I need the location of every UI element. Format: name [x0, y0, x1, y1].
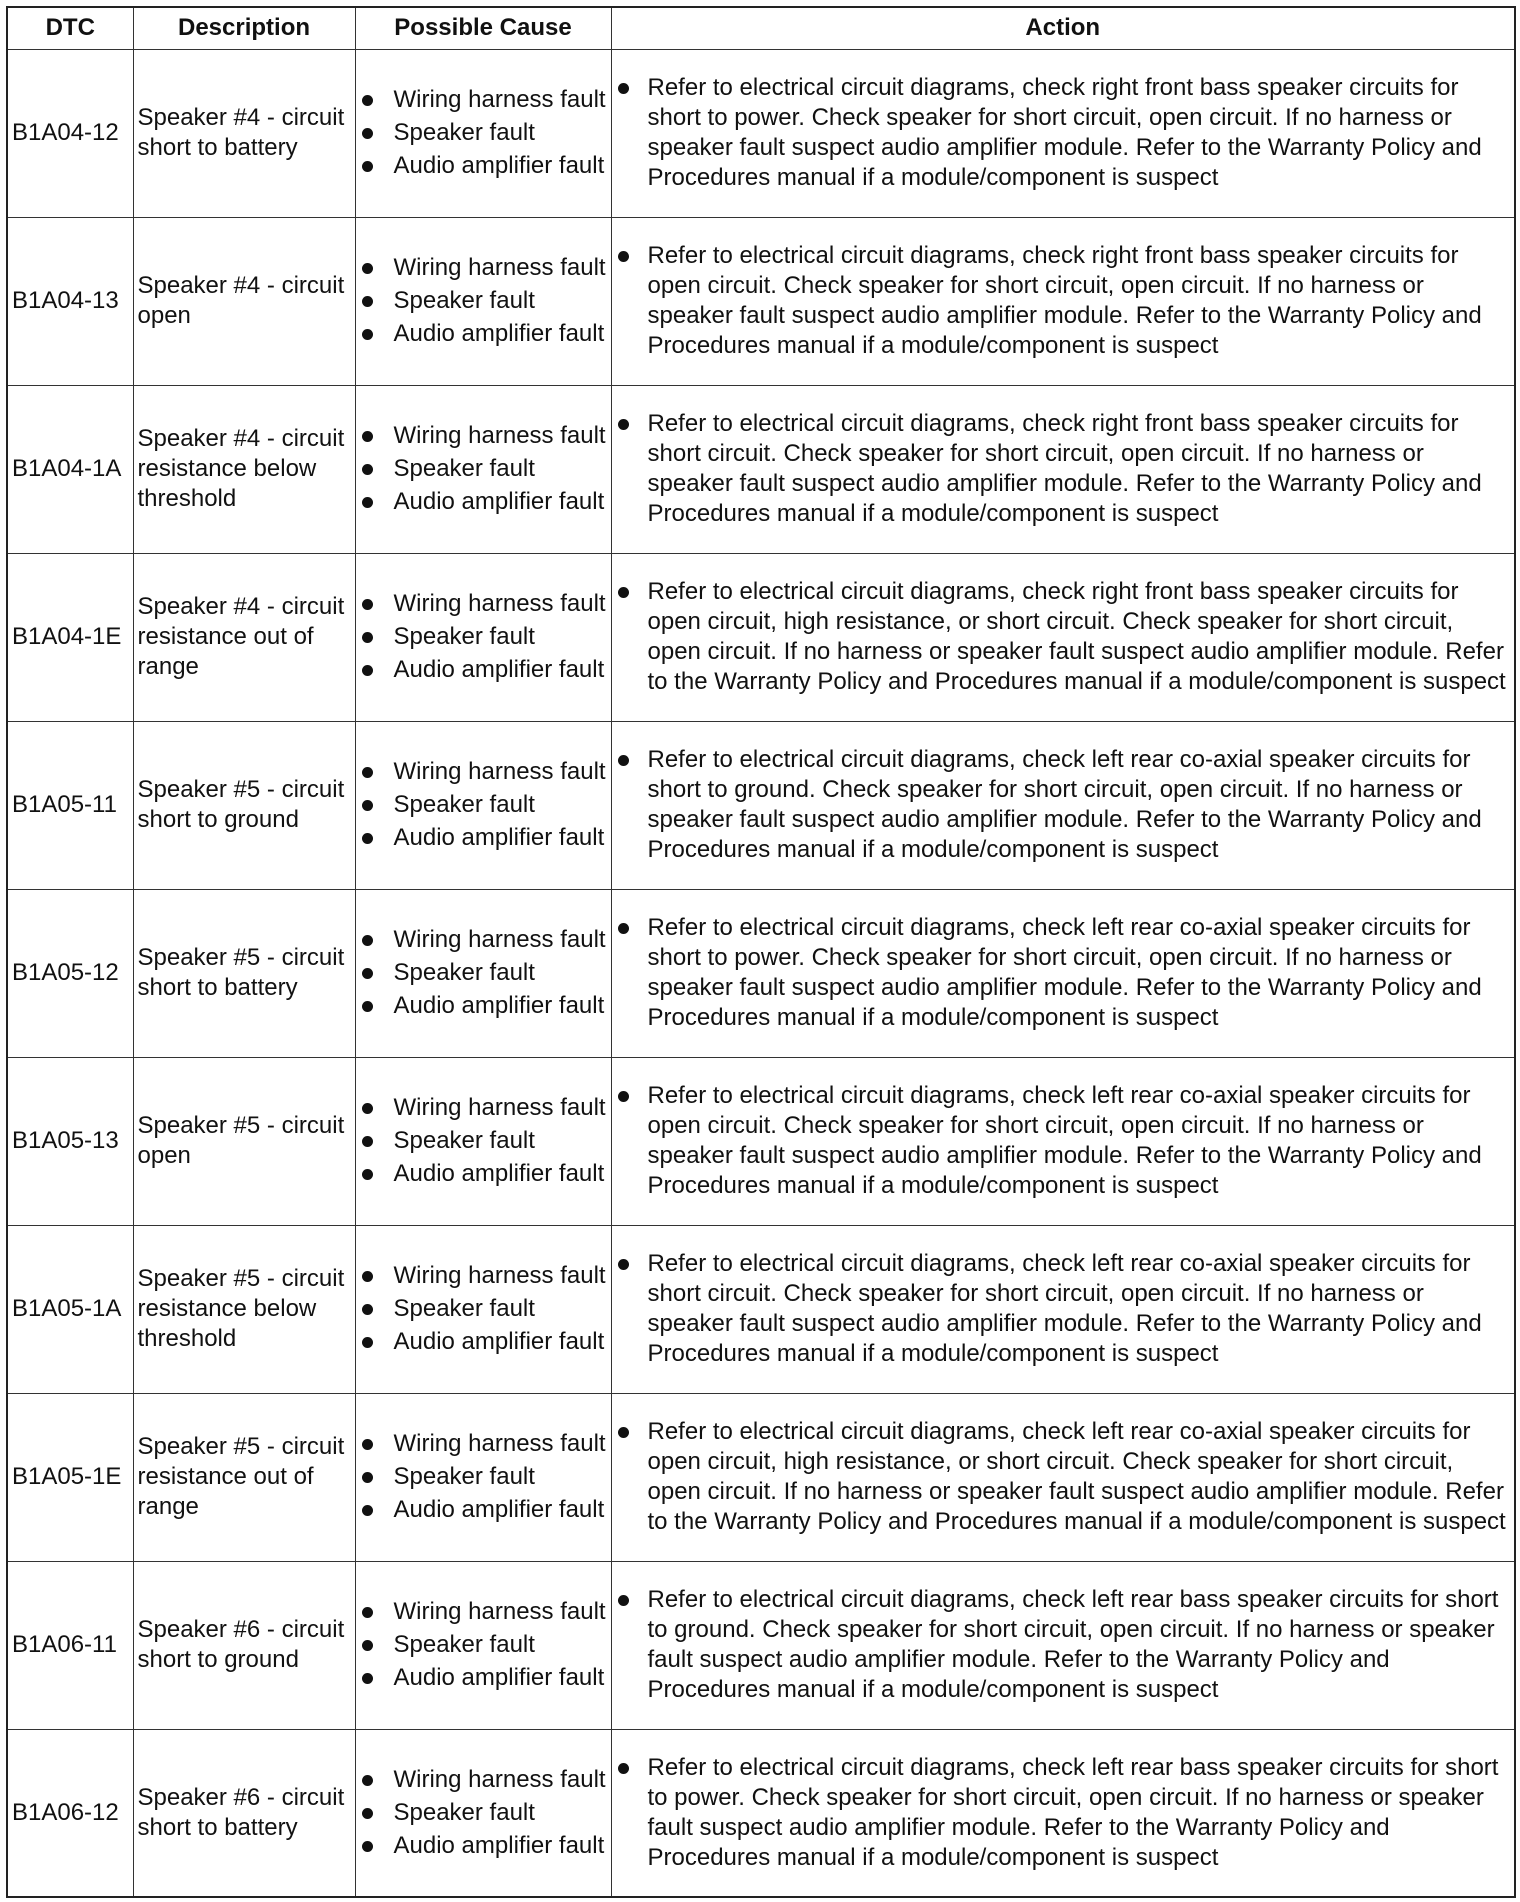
bullet-icon	[618, 1091, 629, 1102]
possible-cause-item	[360, 253, 607, 283]
action-item	[616, 1585, 1511, 1705]
possible-cause-item	[360, 1495, 607, 1525]
possible-cause-item	[360, 823, 607, 853]
possible-cause-cell	[355, 721, 611, 889]
possible-cause-cell	[355, 385, 611, 553]
action-item	[616, 913, 1511, 1033]
possible-cause-item	[360, 589, 607, 619]
table-row	[7, 385, 1515, 553]
bullet-icon	[618, 1763, 629, 1774]
possible-cause-item	[360, 1831, 607, 1861]
table-row	[7, 553, 1515, 721]
possible-cause-item	[360, 319, 607, 349]
table-row	[7, 889, 1515, 1057]
table-row	[7, 1393, 1515, 1561]
action-text: Refer to electrical circuit diagrams, check left rear co-axial speaker circuits for open circuit, high resistance, or short circuit. Check speaker for short circuit, open circuit. If no harness or speaker fault suspect audio amplifier module. Refer to the Warranty Policy and Procedures manual if a module/component is suspect	[647, 1418, 1506, 1535]
possible-cause-item	[360, 991, 607, 1021]
bullet-icon	[618, 1427, 629, 1438]
header-description: Description	[133, 7, 355, 49]
action-item	[616, 577, 1511, 697]
action-text: Refer to electrical circuit diagrams, check left rear bass speaker circuits for short to ground. Check speaker for short circuit, open circuit. If no harness or speaker fault suspect audio amplifier module. Refer to the Warranty Policy and Procedures manual if a module/component is suspect	[647, 1586, 1499, 1703]
bullet-icon	[362, 1001, 373, 1012]
possible-cause-cell	[355, 1393, 611, 1561]
possible-cause-cell	[355, 553, 611, 721]
possible-cause-item	[360, 1126, 607, 1156]
possible-cause-list	[360, 925, 607, 1021]
bullet-icon	[618, 251, 629, 262]
possible-cause-item	[360, 118, 607, 148]
dtc-code: B1A05-12	[7, 889, 133, 1057]
table-row	[7, 1561, 1515, 1729]
bullet-icon	[362, 935, 373, 946]
possible-cause-list	[360, 1093, 607, 1189]
action-list	[616, 577, 1511, 697]
bullet-icon	[362, 95, 373, 106]
bullet-icon	[362, 1673, 373, 1684]
bullet-icon	[362, 464, 373, 475]
bullet-icon	[618, 1595, 629, 1606]
bullet-icon	[362, 497, 373, 508]
bullet-icon	[362, 1136, 373, 1147]
possible-cause-item	[360, 1798, 607, 1828]
possible-cause-text: Wiring harness fault	[393, 254, 606, 281]
possible-cause-cell	[355, 1729, 611, 1897]
possible-cause-cell	[355, 889, 611, 1057]
action-cell	[611, 1057, 1515, 1225]
possible-cause-text: Speaker fault	[393, 959, 535, 986]
possible-cause-cell	[355, 1057, 611, 1225]
table-row	[7, 721, 1515, 889]
possible-cause-cell	[355, 1225, 611, 1393]
action-list	[616, 73, 1511, 193]
bullet-icon	[362, 632, 373, 643]
dtc-description: Speaker #6 - circuit short to ground	[133, 1561, 355, 1729]
possible-cause-text: Audio amplifier fault	[393, 320, 605, 347]
possible-cause-list	[360, 757, 607, 853]
possible-cause-text: Speaker fault	[393, 623, 535, 650]
action-cell	[611, 553, 1515, 721]
table-row	[7, 1057, 1515, 1225]
action-cell	[611, 1393, 1515, 1561]
action-cell	[611, 1225, 1515, 1393]
action-item	[616, 241, 1511, 361]
header-dtc: DTC	[7, 7, 133, 49]
dtc-code: B1A05-11	[7, 721, 133, 889]
possible-cause-item	[360, 1597, 607, 1627]
dtc-code: B1A04-13	[7, 217, 133, 385]
possible-cause-item	[360, 1765, 607, 1795]
possible-cause-text: Audio amplifier fault	[393, 488, 605, 515]
dtc-description: Speaker #4 - circuit resistance out of range	[133, 553, 355, 721]
possible-cause-item	[360, 421, 607, 451]
dtc-description: Speaker #5 - circuit resistance below threshold	[133, 1225, 355, 1393]
possible-cause-text: Wiring harness fault	[393, 422, 606, 449]
bullet-icon	[362, 128, 373, 139]
bullet-icon	[618, 587, 629, 598]
bullet-icon	[362, 1169, 373, 1180]
action-list	[616, 913, 1511, 1033]
action-item	[616, 1753, 1511, 1873]
possible-cause-item	[360, 958, 607, 988]
bullet-icon	[362, 968, 373, 979]
action-text: Refer to electrical circuit diagrams, check left rear co-axial speaker circuits for short to ground. Check speaker for short circuit, open circuit. If no harness or speaker fault suspect audio amplifier module. Refer to the Warranty Policy and Procedures manual if a module/component is suspect	[647, 746, 1482, 863]
table-row	[7, 217, 1515, 385]
action-cell	[611, 889, 1515, 1057]
header-possible-cause: Possible Cause	[355, 7, 611, 49]
action-item	[616, 1249, 1511, 1369]
bullet-icon	[618, 755, 629, 766]
possible-cause-item	[360, 925, 607, 955]
possible-cause-list	[360, 1597, 607, 1693]
possible-cause-text: Speaker fault	[393, 119, 535, 146]
possible-cause-text: Audio amplifier fault	[393, 1496, 605, 1523]
bullet-icon	[362, 599, 373, 610]
bullet-icon	[362, 296, 373, 307]
dtc-table	[6, 6, 1516, 1898]
dtc-description: Speaker #5 - circuit short to battery	[133, 889, 355, 1057]
action-text: Refer to electrical circuit diagrams, check left rear co-axial speaker circuits for open circuit. Check speaker for short circuit, open circuit. If no harness or speaker fault suspect audio amplifier module. Refer to the Warranty Policy and Procedures manual if a module/component is suspect	[647, 1082, 1482, 1199]
possible-cause-item	[360, 1462, 607, 1492]
possible-cause-text: Audio amplifier fault	[393, 152, 605, 179]
possible-cause-text: Audio amplifier fault	[393, 1831, 605, 1859]
bullet-icon	[362, 1640, 373, 1651]
possible-cause-text: Speaker fault	[393, 1295, 535, 1322]
bullet-icon	[362, 1103, 373, 1114]
possible-cause-text: Wiring harness fault	[393, 1094, 606, 1121]
bullet-icon	[362, 1439, 373, 1450]
possible-cause-item	[360, 1159, 607, 1189]
possible-cause-item	[360, 1327, 607, 1357]
possible-cause-text: Audio amplifier fault	[393, 656, 605, 683]
possible-cause-item	[360, 655, 607, 685]
possible-cause-text: Wiring harness fault	[393, 86, 606, 113]
possible-cause-item	[360, 85, 607, 115]
possible-cause-item	[360, 151, 607, 181]
dtc-code: B1A04-1E	[7, 553, 133, 721]
dtc-description: Speaker #5 - circuit open	[133, 1057, 355, 1225]
dtc-description: Speaker #5 - circuit resistance out of range	[133, 1393, 355, 1561]
possible-cause-text: Wiring harness fault	[393, 758, 606, 785]
bullet-icon	[362, 431, 373, 442]
table-row	[7, 1225, 1515, 1393]
action-list	[616, 1585, 1511, 1705]
possible-cause-text: Wiring harness fault	[393, 1430, 606, 1457]
action-text: Refer to electrical circuit diagrams, check left rear co-axial speaker circuits for short to power. Check speaker for short circuit, open circuit. If no harness or speaker fault suspect audio amplifier module. Refer to the Warranty Policy and Procedures manual if a module/component is suspect	[647, 914, 1482, 1031]
dtc-code: B1A05-1E	[7, 1393, 133, 1561]
action-item	[616, 1417, 1511, 1537]
possible-cause-item	[360, 454, 607, 484]
action-text: Refer to electrical circuit diagrams, check right front bass speaker circuits for short circuit. Check speaker for short circuit, open circuit. If no harness or speaker fault suspect audio amplifier module. Refer to the Warranty Policy and Procedures manual if a module/component is suspect	[647, 410, 1482, 527]
bullet-icon	[618, 1259, 629, 1270]
bullet-icon	[618, 83, 629, 94]
action-list	[616, 1753, 1511, 1873]
possible-cause-item	[360, 622, 607, 652]
bullet-icon	[362, 1472, 373, 1483]
bullet-icon	[362, 800, 373, 811]
possible-cause-text: Speaker fault	[393, 1127, 535, 1154]
possible-cause-item	[360, 286, 607, 316]
dtc-code: B1A05-13	[7, 1057, 133, 1225]
bullet-icon	[362, 1775, 373, 1786]
bullet-icon	[362, 833, 373, 844]
bullet-icon	[362, 767, 373, 778]
dtc-code: B1A05-1A	[7, 1225, 133, 1393]
possible-cause-list	[360, 421, 607, 517]
possible-cause-item	[360, 757, 607, 787]
possible-cause-list	[360, 85, 607, 181]
possible-cause-item	[360, 1294, 607, 1324]
dtc-description: Speaker #4 - circuit resistance below threshold	[133, 385, 355, 553]
bullet-icon	[618, 923, 629, 934]
bullet-icon	[362, 1607, 373, 1618]
action-cell	[611, 385, 1515, 553]
dtc-code: B1A04-12	[7, 49, 133, 217]
bullet-icon	[362, 665, 373, 676]
action-list	[616, 745, 1511, 865]
bullet-icon	[362, 1505, 373, 1516]
action-item	[616, 409, 1511, 529]
dtc-description: Speaker #6 - circuit short to battery	[133, 1729, 355, 1897]
possible-cause-item	[360, 1093, 607, 1123]
dtc-description: Speaker #4 - circuit open	[133, 217, 355, 385]
header-action: Action	[611, 7, 1515, 49]
bullet-icon	[362, 1304, 373, 1315]
possible-cause-text: Speaker fault	[393, 791, 535, 818]
possible-cause-item	[360, 1429, 607, 1459]
possible-cause-text: Speaker fault	[393, 1631, 535, 1658]
possible-cause-text: Wiring harness fault	[393, 590, 606, 617]
possible-cause-text: Audio amplifier fault	[393, 1160, 605, 1187]
action-text: Refer to electrical circuit diagrams, check left rear bass speaker circuits for short to power. Check speaker for short circuit, open circuit. If no harness or speaker fault suspect audio amplifier module. Refer to the Warranty Policy and Procedures manual if a module/component is suspect	[647, 1753, 1499, 1871]
action-item	[616, 73, 1511, 193]
possible-cause-text: Audio amplifier fault	[393, 824, 605, 851]
possible-cause-list	[360, 1261, 607, 1357]
action-cell	[611, 1561, 1515, 1729]
possible-cause-cell	[355, 217, 611, 385]
possible-cause-text: Speaker fault	[393, 1798, 535, 1826]
action-text: Refer to electrical circuit diagrams, check right front bass speaker circuits for open circuit, high resistance, or short circuit. Check speaker for short circuit, open circuit. If no harness or speaker fault suspect audio amplifier module. Refer to the Warranty Policy and Procedures manual if a module/component is suspect	[647, 578, 1506, 695]
possible-cause-list	[360, 1765, 607, 1861]
dtc-code: B1A06-12	[7, 1729, 133, 1897]
possible-cause-text: Speaker fault	[393, 1463, 535, 1490]
action-cell	[611, 721, 1515, 889]
bullet-icon	[362, 1841, 373, 1852]
possible-cause-text: Audio amplifier fault	[393, 992, 605, 1019]
dtc-description: Speaker #4 - circuit short to battery	[133, 49, 355, 217]
bullet-icon	[362, 329, 373, 340]
possible-cause-text: Wiring harness fault	[393, 1765, 606, 1793]
table-body	[7, 49, 1515, 1897]
table-header-row	[7, 7, 1515, 49]
possible-cause-text: Wiring harness fault	[393, 1262, 606, 1289]
possible-cause-cell	[355, 49, 611, 217]
possible-cause-item	[360, 1261, 607, 1291]
action-list	[616, 409, 1511, 529]
possible-cause-item	[360, 1663, 607, 1693]
possible-cause-text: Speaker fault	[393, 455, 535, 482]
dtc-code: B1A04-1A	[7, 385, 133, 553]
possible-cause-item	[360, 487, 607, 517]
action-item	[616, 1081, 1511, 1201]
table-row	[7, 49, 1515, 217]
possible-cause-text: Audio amplifier fault	[393, 1664, 605, 1691]
action-cell	[611, 49, 1515, 217]
bullet-icon	[362, 1271, 373, 1282]
action-item	[616, 745, 1511, 865]
table-row	[7, 1729, 1515, 1897]
possible-cause-text: Audio amplifier fault	[393, 1328, 605, 1355]
possible-cause-text: Speaker fault	[393, 287, 535, 314]
possible-cause-list	[360, 253, 607, 349]
bullet-icon	[362, 1337, 373, 1348]
action-cell	[611, 217, 1515, 385]
bullet-icon	[362, 161, 373, 172]
bullet-icon	[362, 1808, 373, 1819]
possible-cause-item	[360, 1630, 607, 1660]
action-list	[616, 241, 1511, 361]
action-text: Refer to electrical circuit diagrams, check left rear co-axial speaker circuits for short circuit. Check speaker for short circuit, open circuit. If no harness or speaker fault suspect audio amplifier module. Refer to the Warranty Policy and Procedures manual if a module/component is suspect	[647, 1250, 1482, 1367]
possible-cause-text: Wiring harness fault	[393, 926, 606, 953]
action-list	[616, 1081, 1511, 1201]
possible-cause-text: Wiring harness fault	[393, 1598, 606, 1625]
possible-cause-list	[360, 1429, 607, 1525]
possible-cause-list	[360, 589, 607, 685]
possible-cause-item	[360, 790, 607, 820]
action-list	[616, 1417, 1511, 1537]
bullet-icon	[362, 263, 373, 274]
action-cell	[611, 1729, 1515, 1897]
bullet-icon	[618, 419, 629, 430]
action-text: Refer to electrical circuit diagrams, check right front bass speaker circuits for open circuit. Check speaker for short circuit, open circuit. If no harness or speaker fault suspect audio amplifier module. Refer to the Warranty Policy and Procedures manual if a module/component is suspect	[647, 242, 1482, 359]
dtc-description: Speaker #5 - circuit short to ground	[133, 721, 355, 889]
action-list	[616, 1249, 1511, 1369]
possible-cause-cell	[355, 1561, 611, 1729]
action-text: Refer to electrical circuit diagrams, check right front bass speaker circuits for short to power. Check speaker for short circuit, open circuit. If no harness or speaker fault suspect audio amplifier module. Refer to the Warranty Policy and Procedures manual if a module/component is suspect	[647, 74, 1482, 191]
dtc-code: B1A06-11	[7, 1561, 133, 1729]
